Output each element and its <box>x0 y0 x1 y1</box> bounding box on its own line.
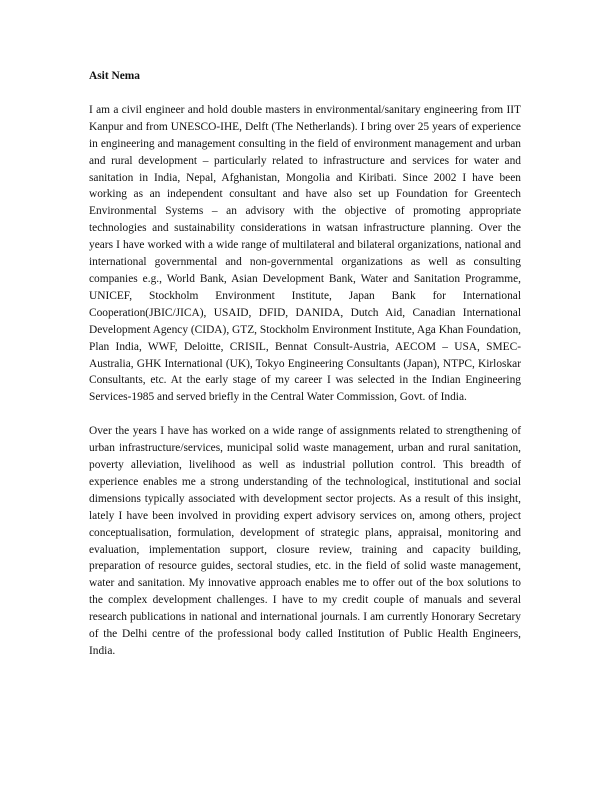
document-body <box>89 68 521 677</box>
bio-paragraph-1: I am a civil engineer and hold double masters in environmental/sanitary engineering from IIT Kanpur and from UNESCO-IHE, Delft (The Netherlands). I bring over 25 years of experience in engineering and management consulting in the field of environment management and urban and rural development – particularly related to infrastructure and services for water and sanitation in India, Nepal, Afghanistan, Mongolia and Kiribati. Since 2002 I have been working as an independent consultant and have also set up Foundation for Greentech Environmental Systems – an advisory with the objective of promoting appropriate technologies and sustainability considerations in watsan infrastructure planning. Over the years I have worked with a wide range of multilateral and bilateral organizations, national and international governmental and non-governmental organizations as well as consulting companies e.g., World Bank, Asian Development Bank, Water and Sanitation Programme, UNICEF, Stockholm Environment Institute, Japan Bank for International Cooperation(JBIC/JICA), USAID, DFID, DANIDA, Dutch Aid, Canadian International Development Agency (CIDA), GTZ, Stockholm Environment Institute, Aga Khan Foundation, Plan India, WWF, Deloitte, CRISIL, Bennat Consult-Austria, AECOM – USA, SMEC-Australia, GHK International (UK), Tokyo Engineering Consultants (Japan), NTPC, Kirloskar Consultants, etc. At the early stage of my career I was selected in the Indian Engineering Services-1985 and served briefly in the Central Water Commission, Govt. of India. <box>89 103 521 404</box>
bio-paragraph-2: Over the years I have has worked on a wide range of assignments related to strengthening of urban infrastructure/services, municipal solid waste management, urban and rural sanitation, poverty alleviation, livelihood as well as industrial pollution control. This breadth of experience enables me a strong understanding of the technological, institutional and social dimensions typically associated with development sector projects. As a result of this insight, lately I have been involved in providing expert advisory services on, among others, project conceptualisation, formulation, development of strategic plans, appraisal, monitoring and evaluation, implementation support, closure review, training and capacity building, preparation of resource guides, sectoral studies, etc. in the field of solid waste management, water and sanitation. My innovative approach enables me to offer out of the box solutions to the complex development challenges. I have to my credit couple of manuals and several research publications in national and international journals. I am currently Honorary Secretary of the Delhi centre of the professional body called Institution of Public Health Engineers, India. <box>89 425 521 657</box>
author-name-heading: Asit Nema <box>89 70 140 82</box>
